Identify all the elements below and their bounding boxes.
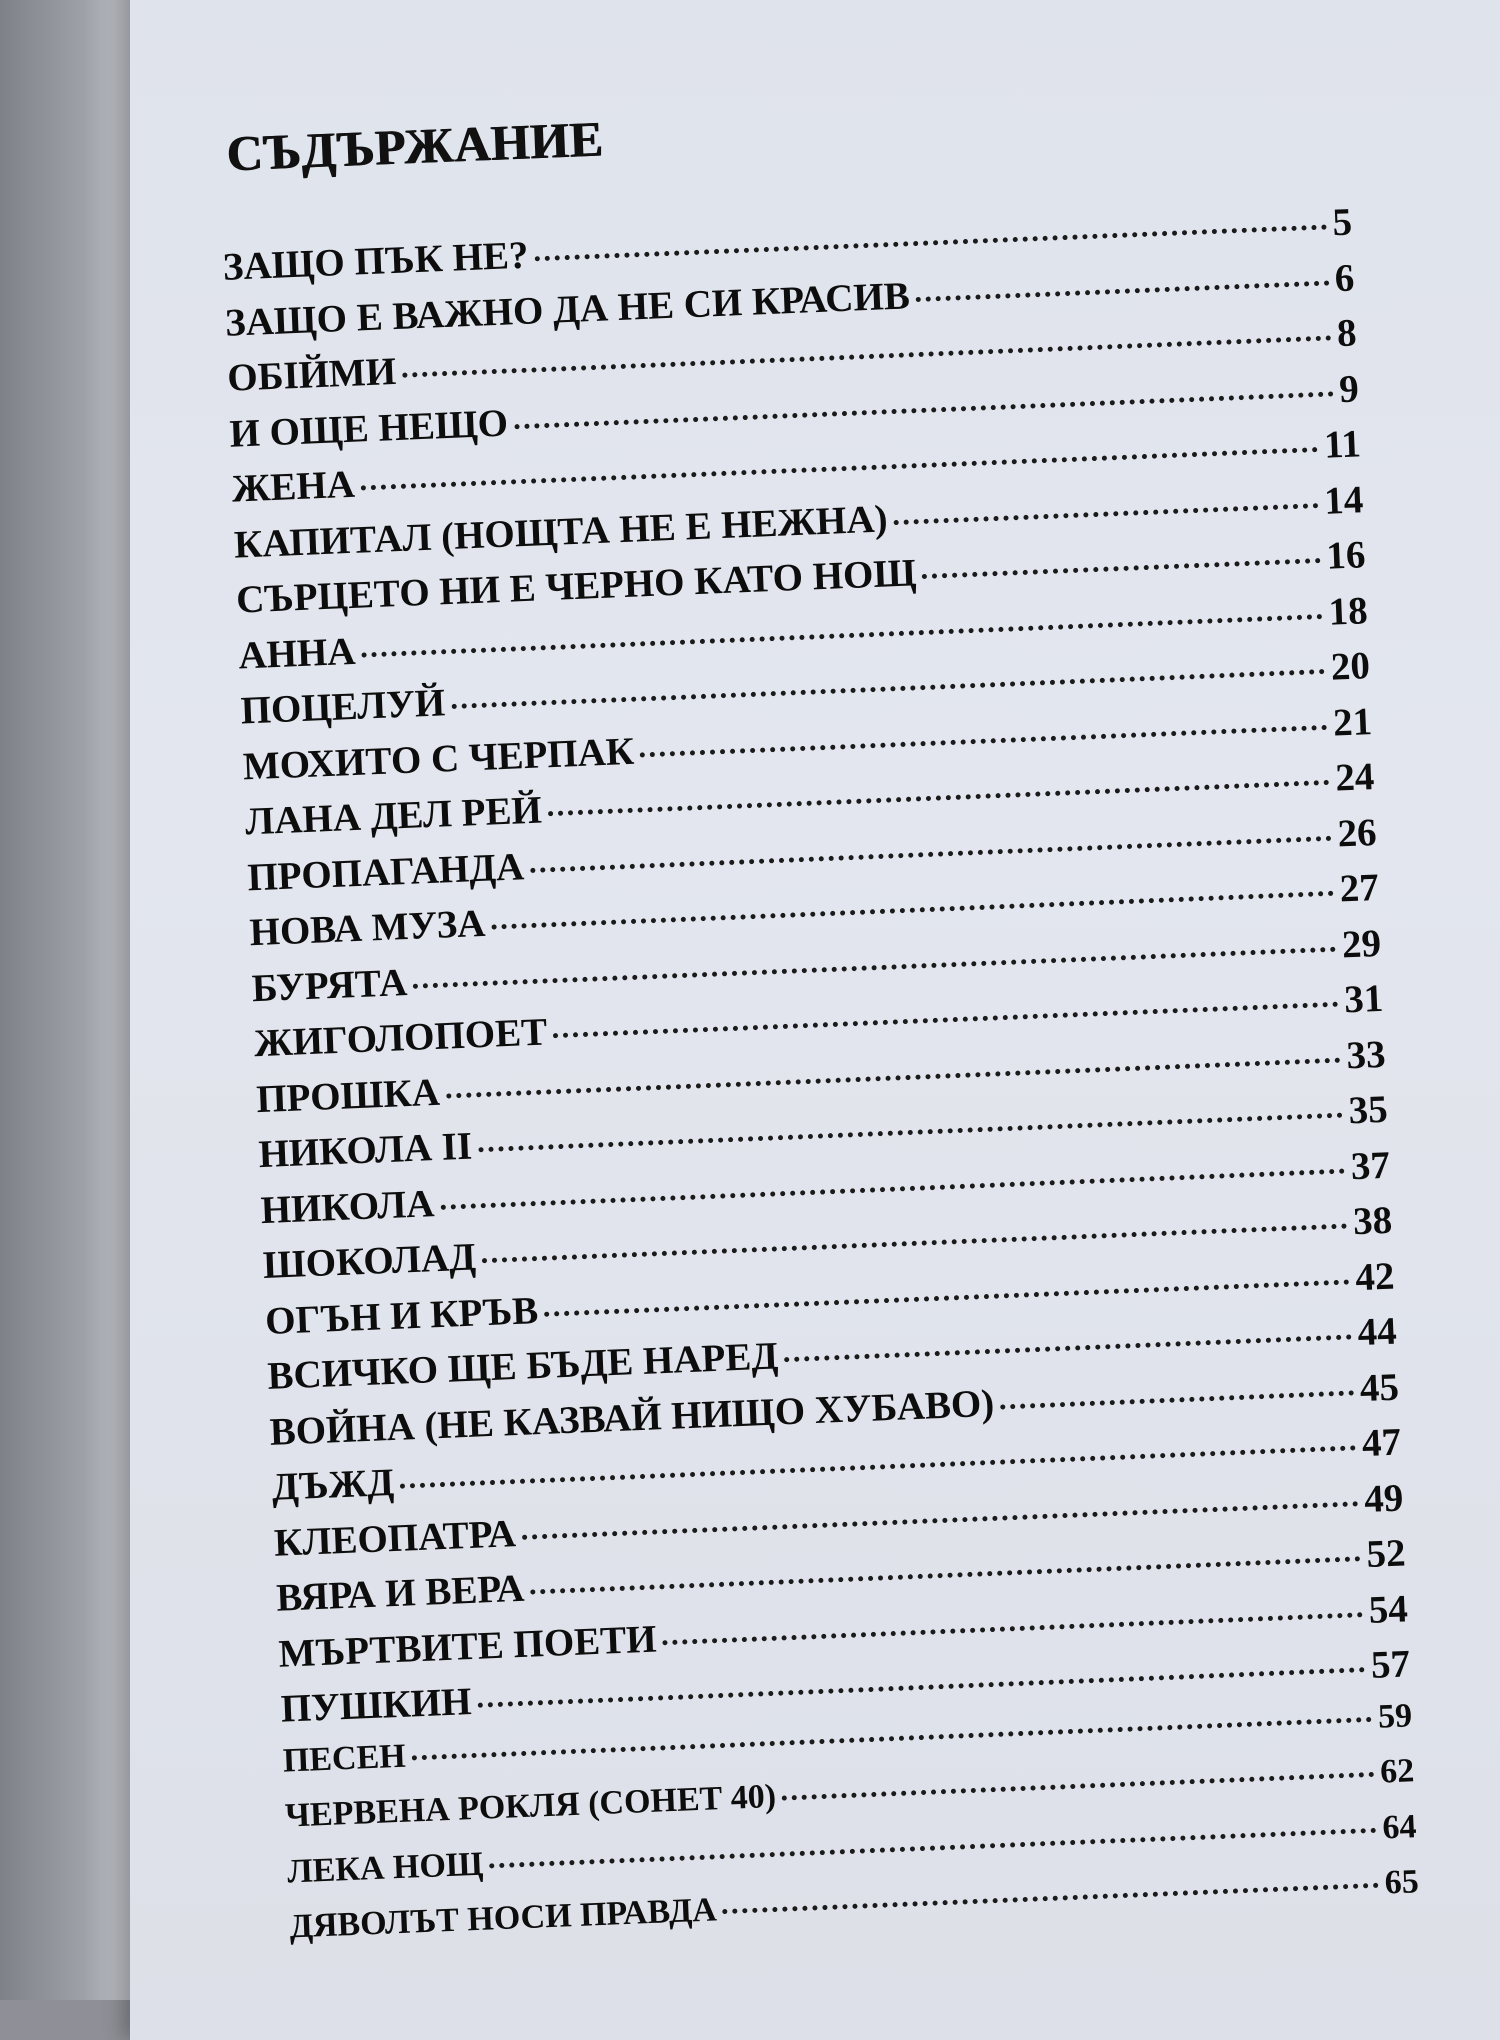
toc-page-number: 59 — [1377, 1696, 1413, 1736]
toc-entry-title: ВСИЧКО ЩЕ БЪДЕ НАРЕД — [266, 1334, 779, 1398]
toc-entry-title: КАПИТАЛ (НОЩТА НЕ Е НЕЖНА) — [233, 496, 889, 567]
toc-entry-title: НИКОЛА — [259, 1181, 436, 1232]
toc-entry-title: МЪРТВИТЕ ПОЕТИ — [277, 1617, 658, 1676]
dot-leader — [723, 1883, 1379, 1914]
toc-entry-title: ПРОПАГАНДА — [246, 844, 525, 899]
dot-leader — [534, 225, 1326, 262]
toc-page-number: 37 — [1350, 1143, 1391, 1188]
dot-leader — [548, 780, 1330, 816]
toc-page-number: 38 — [1352, 1198, 1393, 1244]
toc-page-number: 24 — [1334, 755, 1376, 800]
dot-leader — [491, 891, 1334, 930]
toc-entry-title: ШОКОЛАД — [262, 1235, 477, 1288]
toc-page-number: 16 — [1325, 533, 1367, 578]
book-page — [130, 0, 1500, 2040]
dot-leader — [522, 1501, 1359, 1540]
toc-page-number: 20 — [1330, 644, 1371, 689]
toc-entry-title: ПОЦЕЛУЙ — [239, 681, 446, 733]
toc-entry-title: ЖИГОЛОПОЕТ — [253, 1010, 548, 1066]
toc-entry-title: И ОЩЕ НЕЩО — [228, 401, 509, 456]
dot-leader — [482, 1223, 1348, 1263]
dot-leader — [662, 1612, 1363, 1645]
toc-page-number: 42 — [1354, 1254, 1396, 1299]
toc-page-number: 47 — [1361, 1420, 1402, 1466]
toc-page-number: 64 — [1381, 1807, 1418, 1847]
toc-page-number: 11 — [1323, 422, 1362, 467]
toc-entry-title: МОХИТО С ЧЕРПАК — [242, 729, 635, 788]
toc-page-number: 33 — [1345, 1032, 1387, 1077]
toc-page-number: 6 — [1333, 255, 1356, 300]
toc-entry-title: НОВА МУЗА — [248, 901, 487, 955]
table-of-contents — [222, 200, 1420, 1964]
toc-page-number: 35 — [1347, 1087, 1389, 1133]
dot-leader — [784, 1334, 1352, 1362]
toc-page-number: 26 — [1336, 810, 1378, 856]
toc-page-number: 9 — [1338, 366, 1360, 411]
toc-entry-title: ЗАЩО ПЪК НЕ? — [222, 233, 530, 289]
toc-page-number: 62 — [1379, 1752, 1415, 1791]
dot-leader — [514, 391, 1334, 429]
toc-page-number: 44 — [1356, 1309, 1398, 1355]
toc-entry-title: ВЯРА И ВЕРА — [275, 1566, 526, 1620]
toc-entry-title: ДЪЖД — [271, 1460, 395, 1509]
dot-leader — [530, 1556, 1360, 1594]
toc-entry-title: ОБІЙМИ — [226, 349, 397, 400]
toc-page-number: 8 — [1336, 311, 1358, 356]
toc-entry-title: ЛЕКА НОЩ — [286, 1845, 484, 1891]
toc-entry-title: ПРОШКА — [255, 1070, 441, 1121]
toc-entry-title: ЛАНА ДЕЛ РЕЙ — [244, 788, 543, 844]
dot-leader — [916, 280, 1329, 302]
page-title: СЪДЪРЖАНИЕ — [225, 110, 605, 182]
dot-leader — [1000, 1390, 1354, 1409]
dot-leader — [530, 835, 1332, 872]
toc-page-number: 54 — [1367, 1586, 1409, 1632]
toc-entry-title: ВОЙНА (НЕ КАЗВАЙ НИЩО ХУБАВО) — [268, 1381, 996, 1454]
dot-leader — [782, 1772, 1374, 1801]
contents-block — [215, 25, 1420, 1964]
toc-entry-title: НИКОЛА II — [257, 1124, 473, 1177]
dot-leader — [440, 1168, 1345, 1209]
toc-page-number: 21 — [1332, 699, 1373, 745]
toc-page-number: 18 — [1327, 588, 1369, 634]
toc-page-number: 65 — [1383, 1863, 1420, 1902]
toc-entry-title: ПУШКИН — [279, 1680, 473, 1731]
dot-leader — [478, 1113, 1343, 1153]
toc-page-number: 31 — [1343, 976, 1385, 1022]
toc-entry-title: КЛЕОПАТРА — [273, 1511, 517, 1565]
toc-page-number: 29 — [1341, 921, 1382, 966]
dot-leader — [451, 669, 1325, 709]
toc-entry-title: ЧЕРВЕНА РОКЛЯ (СОНЕТ 40) — [284, 1777, 777, 1835]
dot-leader — [544, 1279, 1349, 1316]
dot-leader — [446, 1057, 1341, 1098]
facing-page-edge — [0, 0, 140, 2000]
dot-leader — [477, 1667, 1365, 1708]
dot-leader — [640, 724, 1327, 757]
toc-page-number: 45 — [1358, 1365, 1400, 1410]
toc-entry-title: БУРЯТА — [251, 960, 408, 1010]
toc-entry-title: ДЯВОЛЪТ НОСИ ПРАВДА — [288, 1891, 718, 1946]
toc-entry-title: АННА — [237, 629, 357, 678]
dot-leader — [894, 503, 1319, 525]
toc-entry-title: ПЕСЕН — [282, 1737, 407, 1780]
dot-leader — [553, 1002, 1338, 1039]
toc-entry-title: ЖЕНА — [230, 462, 356, 511]
toc-page-number: 57 — [1370, 1642, 1411, 1687]
toc-page-number: 5 — [1331, 200, 1353, 245]
toc-page-number: 14 — [1323, 477, 1365, 523]
toc-page-number: 27 — [1338, 865, 1380, 911]
toc-page-number: 49 — [1363, 1475, 1405, 1521]
dot-leader — [922, 558, 1320, 579]
toc-entry-title: ОГЪН И КРЪВ — [264, 1288, 540, 1343]
toc-entry-title: ЗАЩО Е ВАЖНО ДА НЕ СИ КРАСИВ — [224, 273, 911, 345]
toc-page-number: 52 — [1365, 1531, 1407, 1576]
toc-entry-title: СЪРЦЕТО НИ Е ЧЕРНО КАТО НОЩ — [235, 551, 918, 622]
